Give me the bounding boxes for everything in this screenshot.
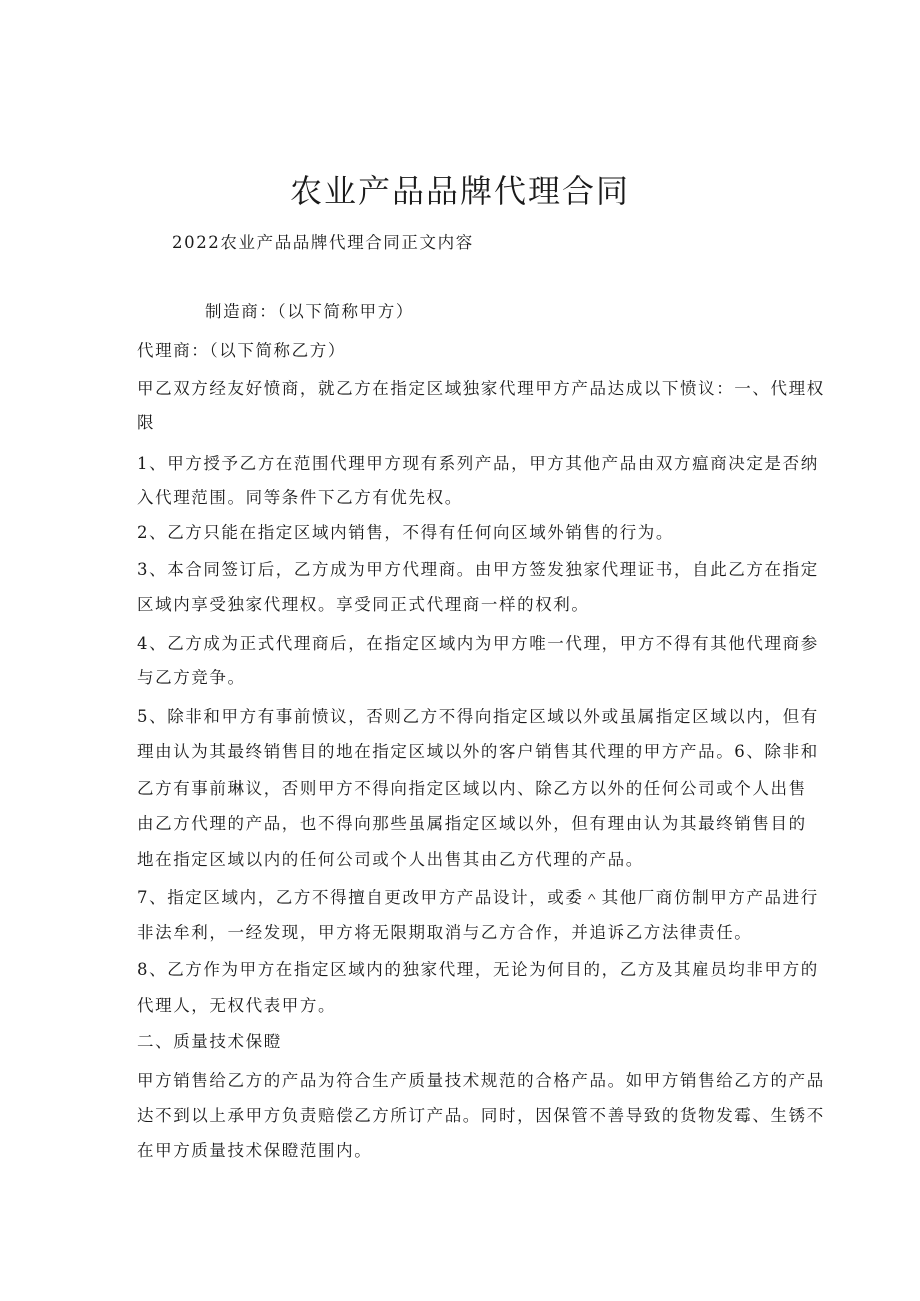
- paragraph-line: 4、乙方成为正式代理商后，在指定区域内为甲方唯一代理，甲方不得有其他代理商参: [137, 634, 819, 653]
- manufacturer-line: 制造商：（以下简称甲方）: [205, 302, 414, 321]
- paragraph-line: 7、指定区域内，乙方不得擅自更改甲方产品设计，或委＾其他厂商仿制甲方产品进行: [137, 888, 819, 907]
- document-title: 农业产品品牌代理合同: [289, 172, 630, 211]
- paragraph-line: 区域内享受独家代理权。享受同正式代理商一样的权利。: [137, 595, 590, 614]
- paragraph-line: 与乙方竞争。: [137, 668, 246, 687]
- section-heading: 二、质量技术保瞪: [137, 1032, 282, 1051]
- paragraph-line: 地在指定区域以内的任何公司或个人出售其由乙方代理的产品。: [137, 850, 644, 869]
- paragraph-line: 在甲方质量技术保瞪范围内。: [137, 1141, 373, 1160]
- paragraph-line: 由乙方代理的产品，也不得向那些虽属指定区域以外，但有理由认为其最终销售目的: [137, 814, 807, 833]
- paragraph-line: 2、乙方只能在指定区域内销售，不得有任何向区域外销售的行为。: [137, 523, 674, 542]
- paragraph-line: 1、甲方授予乙方在范围代理甲方现有系列产品，甲方其他产品由双方瘟商决定是否纳: [137, 454, 819, 473]
- paragraph-line: 限: [137, 413, 156, 432]
- paragraph-line: 乙方有事前琳议，否则甲方不得向指定区域以内、除乙方以外的任何公司或个人出售: [137, 779, 807, 798]
- paragraph-line: 甲乙双方经友好愤商，就乙方在指定区域独家代理甲方产品达成以下愤议：一、代理权: [137, 379, 825, 398]
- document-subtitle: 2022农业产品品牌代理合同正文内容: [172, 233, 474, 252]
- paragraph-line: 非法牟利，一经发现，甲方将无限期取消与乙方合作，并追诉乙方法律责任。: [137, 923, 753, 942]
- paragraph-line: 甲方销售给乙方的产品为符合生产质量技术规范的合格产品。如甲方销售给乙方的产品: [137, 1071, 825, 1090]
- paragraph-line: 达不到以上承甲方负责赔偿乙方所订产品。同时，因保管不善导致的货物发霉、生锈不: [137, 1106, 825, 1125]
- paragraph-line: 理由认为其最终销售目的地在指定区域以外的客户销售其代理的甲方产品。6、除非和: [137, 742, 819, 761]
- paragraph-line: 入代理范围。同等条件下乙方有优先权。: [137, 488, 463, 507]
- paragraph-line: 8、乙方作为甲方在指定区域内的独家代理，无论为何目的，乙方及其雇员均非甲方的: [137, 960, 819, 979]
- paragraph-line: 3、本合同签订后，乙方成为甲方代理商。由甲方签发独家代理证书，自此乙方在指定: [137, 560, 819, 579]
- paragraph-line: 5、除非和甲方有事前愤议，否则乙方不得向指定区域以外或虽属指定区域以内，但有: [137, 707, 819, 726]
- agent-line: 代理商：（以下简称乙方）: [137, 341, 346, 360]
- paragraph-line: 代理人，无权代表甲方。: [137, 996, 337, 1015]
